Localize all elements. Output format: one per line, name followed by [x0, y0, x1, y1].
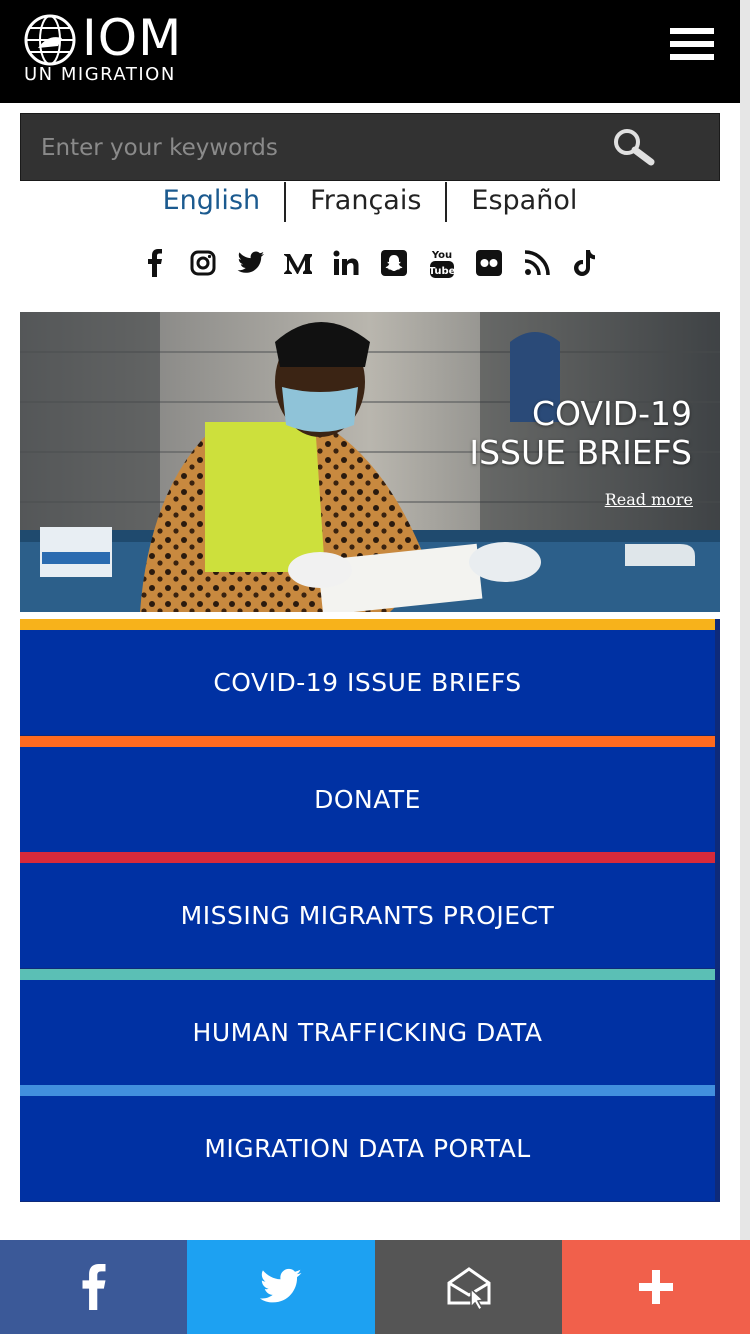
- search-input[interactable]: [39, 128, 583, 168]
- hamburger-icon: [670, 28, 714, 34]
- youtube-icon[interactable]: [427, 247, 457, 279]
- social-links: [140, 245, 600, 281]
- search-icon: [607, 122, 659, 174]
- share-bar: [0, 1240, 750, 1334]
- logo-wordmark: IOM: [82, 9, 183, 67]
- share-email-button[interactable]: [375, 1240, 562, 1334]
- snapchat-icon[interactable]: [379, 247, 409, 279]
- search-button[interactable]: [607, 122, 659, 174]
- facebook-icon[interactable]: [140, 247, 170, 279]
- menu-button[interactable]: [664, 28, 720, 68]
- linkedin-icon[interactable]: [331, 247, 361, 279]
- tile-label: HUMAN TRAFFICKING DATA: [20, 980, 715, 1085]
- hero-banner[interactable]: [20, 312, 720, 612]
- lang-espanol[interactable]: Español: [445, 182, 601, 222]
- read-more-link[interactable]: Read more: [604, 490, 693, 509]
- svg-text:Tube: Tube: [428, 266, 455, 277]
- tile-accent-bar: [20, 969, 715, 980]
- medium-icon[interactable]: [283, 247, 313, 279]
- site-header: [0, 0, 740, 103]
- search-bar: [20, 113, 720, 181]
- iom-logo[interactable]: [22, 9, 212, 86]
- plus-icon: [639, 1270, 673, 1304]
- tile-label: MISSING MIGRANTS PROJECT: [20, 863, 715, 968]
- tile-accent-bar: [20, 736, 715, 747]
- flickr-icon[interactable]: [474, 247, 504, 279]
- quick-links: [20, 619, 720, 1202]
- tile-label: COVID-19 ISSUE BRIEFS: [20, 630, 715, 735]
- lang-francais[interactable]: Français: [284, 182, 445, 222]
- twitter-icon: [259, 1268, 303, 1306]
- rss-icon[interactable]: [522, 247, 552, 279]
- tile-label: MIGRATION DATA PORTAL: [20, 1096, 715, 1201]
- tile-accent-bar: [20, 619, 715, 630]
- share-more-button[interactable]: [562, 1240, 750, 1334]
- hero-title: COVID-19 ISSUE BRIEFS: [469, 394, 692, 472]
- email-icon: [445, 1263, 493, 1311]
- logo-subtitle: UN MIGRATION: [24, 64, 176, 85]
- tile-label: DONATE: [20, 747, 715, 852]
- scrollbar[interactable]: [740, 0, 750, 1240]
- globe-logo-icon: [22, 14, 78, 66]
- lang-english[interactable]: English: [162, 185, 261, 216]
- language-switcher: [0, 182, 740, 222]
- facebook-icon: [80, 1264, 108, 1310]
- share-facebook-button[interactable]: [0, 1240, 187, 1334]
- tile-accent-bar: [20, 852, 715, 863]
- share-twitter-button[interactable]: [187, 1240, 375, 1334]
- tiktok-icon[interactable]: [570, 247, 600, 279]
- instagram-icon[interactable]: [188, 247, 218, 279]
- twitter-icon[interactable]: [236, 247, 266, 279]
- svg-text:You: You: [431, 250, 452, 261]
- tile-accent-bar: [20, 1085, 715, 1096]
